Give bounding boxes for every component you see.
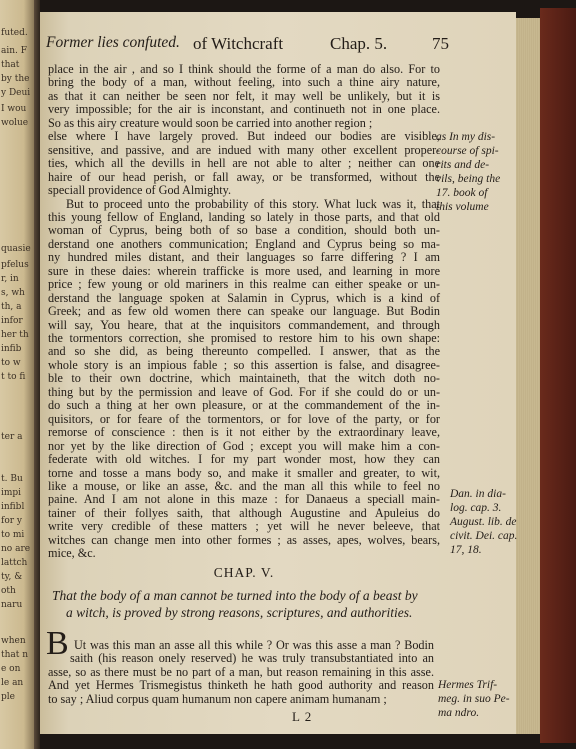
side-note-3 — [438, 678, 510, 720]
previous-page-fragment: naru — [1, 600, 23, 610]
previous-page-fragment: pfelus — [1, 260, 29, 270]
previous-page-edge — [0, 0, 34, 749]
text-line: ny hundred miles distant, and their languages so farre differing ? I am — [48, 250, 440, 265]
previous-page-fragment: s, wh — [1, 288, 25, 298]
previous-page-fragment: t to fi — [1, 372, 26, 382]
text-line: federate with old witches. I for my part wonder most, how they can — [48, 452, 440, 467]
previous-page-fragment: for y — [1, 516, 22, 526]
side-note-line: as In my dis- — [436, 131, 496, 143]
running-head — [40, 34, 516, 58]
previous-page-fragment: t. Bu — [1, 474, 23, 484]
previous-page-fragment: that — [1, 60, 20, 70]
text-line: sure in these daies: wherein trafficke is more used, and learning in more — [48, 263, 440, 278]
running-head-title: of Witchcraft — [193, 34, 284, 53]
text-line: But to proceed unto the probability of this story. What luck was it, that — [66, 196, 440, 211]
previous-page-fragment: e on — [1, 664, 21, 674]
previous-page-fragment: ty, & — [1, 572, 23, 582]
book-page — [40, 12, 516, 734]
chapter-summary-line-2: a witch, is proved by strong reasons, scriptures, and authorities. — [66, 605, 413, 620]
signature-mark: L 2 — [292, 709, 313, 724]
previous-page-fragment: oth — [1, 586, 16, 596]
previous-page-fragment: ple — [1, 692, 15, 702]
side-note-line: rits and de- — [436, 159, 490, 171]
running-head-chapter: Chap. 5. — [330, 34, 388, 53]
previous-page-fragment: no are — [1, 544, 31, 554]
previous-page-fragment: infib — [1, 344, 22, 354]
page-fore-edge — [516, 18, 540, 734]
text-line: write very credible of these matters ; yet will he never beleeve, that — [48, 519, 440, 534]
text-line: and so she did, as being thereunto compelled. I answer, that as the — [48, 344, 440, 359]
text-line: derstand the language spoken at Salamin in Cyprus, which is a kind of — [48, 290, 440, 305]
text-line: price ; few young or old mariners in this realme can either speake or un- — [48, 277, 440, 292]
text-line: this young fellow of England, landing so lately in those parts, and that old — [48, 209, 440, 224]
previous-page-fragment: y Deui — [1, 88, 31, 98]
text-line: tainer of their follyes saith, that although Augustine and Apuleius do — [48, 505, 440, 520]
text-line: the tormentors correction, she promised to restore him to his own shape: — [48, 331, 440, 345]
text-line: ties, which all the devills in hell are not able to alter ; neither can one — [48, 156, 440, 171]
previous-page-fragment: to w — [1, 358, 21, 368]
chapter-heading: CHAP. V. — [213, 565, 275, 580]
chapter-text-line: Ut was this man an asse all this while ? Or was this asse a man ? Bodin — [74, 638, 434, 652]
text-line: do such a thing at her own pleasure, or at the commandement of the in- — [48, 398, 440, 413]
text-line: else where I have largely proved. But indeed our bodies are visible, — [48, 129, 440, 144]
text-line: So as this airy creature would soon be carried into another region ; — [48, 115, 373, 130]
previous-page-fragment: when — [1, 636, 26, 646]
chapter-text-line: to say ; Aliud corpus quam humanum non capere animam humanam ; — [48, 691, 387, 706]
text-line: derstand one anothers communication; England and Cyprus being so ma- — [48, 236, 440, 251]
text-line: sensitive, and passive, and are indued with many other excellent proper- — [48, 142, 440, 157]
side-note-line: Dan. in dia- — [450, 488, 506, 500]
text-line: ble to their own doctrine, which maintaineth, that the witch doth no- — [48, 371, 440, 386]
chapter-text-line: saith (his reason onely reserved) he was truly transubstantiated into an — [70, 651, 434, 666]
chapter-text-line: And yet Hermes Trismegistus thinketh he hath good authority and reason — [48, 678, 434, 693]
previous-page-fragment: impi — [1, 488, 22, 498]
chapter-text-line: asse, so as there must be no part of a man, but reason remaining in this asse. — [48, 664, 434, 679]
side-note-line: course of spi- — [436, 145, 499, 157]
previous-page-fragment: th, a — [1, 302, 22, 312]
text-line: quisitors, or for feare of the tormentors, or for love of the party, or for — [48, 411, 440, 426]
page-number: 75 — [432, 34, 449, 53]
text-line: nor yet by the like direction of God ; except you will make him a con- — [48, 438, 440, 453]
side-note-line: Hermes Trif- — [438, 679, 498, 691]
text-line: torne and tosse a mans body so, and make it smaller and greater, to wit, — [48, 465, 440, 480]
text-line: woman of Cyprus, being both of so base a condition, should both un- — [48, 223, 440, 238]
previous-page-fragment: ter a — [1, 432, 23, 442]
previous-page-fragment: futed. — [1, 28, 28, 38]
text-line: very impossible; for the air is inconstant, and continueth not in one place. — [48, 102, 440, 117]
side-note-line: August. lib. de — [450, 516, 517, 528]
side-note-line: log. cap. 3. — [450, 502, 502, 514]
side-note-line: civit. Dei. cap. — [450, 530, 518, 542]
previous-page-fragment: her th — [1, 330, 29, 340]
previous-page-fragment: infor — [1, 316, 23, 326]
text-line: speciall providence of God Almighty. — [48, 183, 231, 198]
text-line: witches can change men into other formes ; as asses, apes, wolves, bears, — [48, 532, 440, 547]
previous-page-fragment: infibl — [1, 502, 25, 512]
drop-cap: B — [46, 625, 69, 662]
side-note-1 — [436, 130, 500, 214]
side-note-line: vils, being the — [436, 173, 501, 185]
previous-page-fragment: quasie — [1, 244, 31, 254]
text-line: will say, You heare, that at the inquisitors commandement, and through — [48, 317, 440, 332]
text-line: bring the body of a man, without feeling, into such a thine airy nature, — [48, 75, 440, 90]
side-note-line: 17, 18. — [450, 544, 482, 556]
side-note-line: meg. in suo Pe- — [438, 693, 510, 705]
text-line: remorse of conscience : then is it not either by the extraordinary leave, — [48, 425, 440, 440]
previous-page-fragment: I wou — [1, 104, 27, 114]
previous-page-fragment: r, in — [1, 274, 19, 284]
text-line: paine. And I am not alone in this maze : for Danaeus a speciall main- — [48, 492, 440, 507]
text-line: Greek; and as few old women there can speake our language. But Bodin — [48, 304, 440, 319]
text-line: whole story is an impious fable ; so this assertion is false, and disagree- — [48, 357, 440, 372]
side-note-line: this volume — [436, 201, 489, 213]
previous-page-fragment: ain. F — [1, 46, 28, 56]
previous-page-fragment: that n — [1, 650, 29, 660]
side-note-line: ma ndro. — [438, 707, 480, 719]
text-line: mice, &c. — [48, 546, 96, 561]
chapter-summary-line-1: That the body of a man cannot be turned into the body of a beast by — [52, 588, 418, 603]
text-line: like a mouse, or like an asse, &c. and the man all this while to feel no — [48, 478, 440, 493]
running-head-left: Former lies confuted. — [46, 34, 180, 51]
text-line: haire of our head perish, or fall away, or be transformed, without the — [48, 169, 440, 184]
side-note-line: 17. book of — [436, 187, 488, 199]
text-line: as that it can neither be seen nor felt, it may well be unlikely, but it is — [48, 88, 440, 103]
previous-page-fragment: wolue — [1, 118, 29, 128]
previous-page-fragment: to mi — [1, 530, 25, 540]
previous-page-fragment: lattch — [1, 558, 28, 568]
text-line: place in the air , and so I think should the forme of a man do also. For to — [48, 62, 440, 76]
text-line: thing but by the permission and leave of God. For if she could do or un- — [48, 384, 440, 399]
previous-page-fragment: le an — [1, 678, 24, 688]
previous-page-fragment: by the — [1, 74, 30, 84]
book-cover — [540, 8, 576, 743]
side-note-2 — [450, 487, 517, 557]
